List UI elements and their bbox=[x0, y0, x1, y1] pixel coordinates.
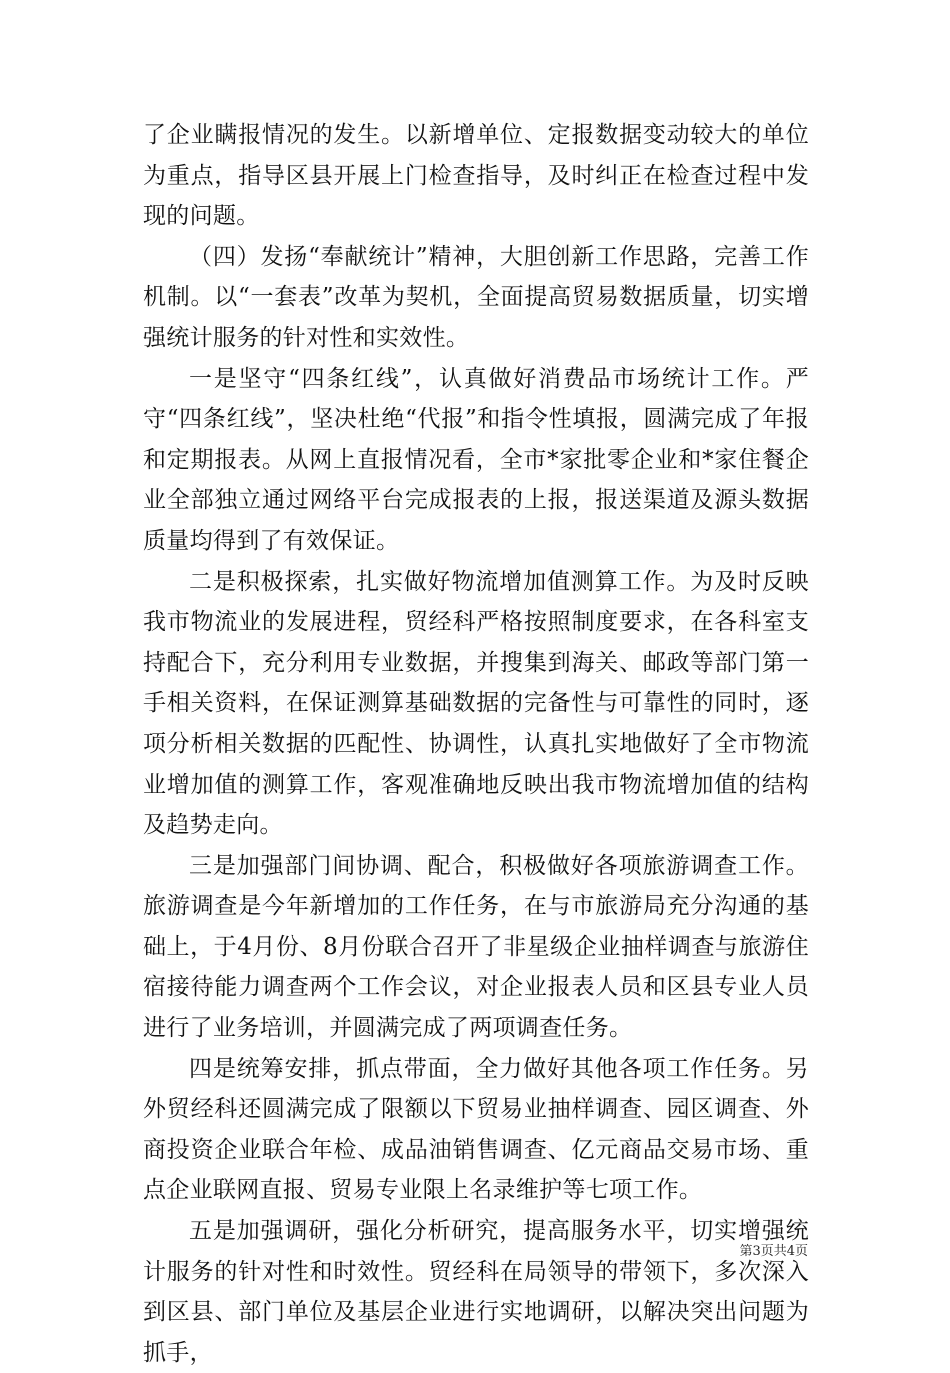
paragraph-item-one: 一是坚守“四条红线”，认真做好消费品市场统计工作。严守“四条红线”，坚决杜绝“代报”和指令性填报，圆满完成了年报和定期报表。从网上直报情况看，全市*家批零企业和*家住餐企业全部独立通过网络平台完成报表的上报，报送渠道及源头数据质量均得到了有效保证。 bbox=[143, 365, 809, 554]
paragraph-item-two: 二是积极探索，扎实做好物流增加值测算工作。为及时反映我市物流业的发展进程，贸经科严格按照制度要求，在各科室支持配合下，充分利用专业数据，并搜集到海关、邮政等部门第一手相关资料，在保证测算基础数据的完备性与可靠性的同时，逐项分析相关数据的匹配性、协调性，认真扎实地做好了全市物流业增加值的测算工作，客观准确地反映出我市物流增加值的结构及趋势走向。 bbox=[143, 568, 809, 839]
page-number: 第3页共4页 bbox=[739, 1244, 808, 1259]
paragraph-item-five: 五是加强调研，强化分析研究，提高服务水平，切实增强统计服务的针对性和时效性。贸经科在局领导的带领下，多次深入到区县、部门单位及基层企业进行实地调研，以解决突出问题为抓手， bbox=[143, 1218, 809, 1366]
document-body bbox=[143, 115, 809, 1373]
paragraph-item-four: 四是统筹安排，抓点带面，全力做好其他各项工作任务。另外贸经科还圆满完成了限额以下贸易业抽样调查、园区调查、外商投资企业联合年检、成品油销售调查、亿元商品交易市场、重点企业联网直报、贸易专业限上名录维护等七项工作。 bbox=[143, 1055, 809, 1204]
paragraph-continuation: 了企业瞒报情况的发生。以新增单位、定报数据变动较大的单位为重点，指导区县开展上门检查指导，及时纠正在检查过程中发现的问题。 bbox=[143, 122, 809, 230]
paragraph-item-three: 三是加强部门间协调、配合，积极做好各项旅游调查工作。旅游调查是今年新增加的工作任务，在与市旅游局充分沟通的基础上，于4月份、8月份联合召开了非星级企业抽样调查与旅游住宿接待能力调查两个工作会议，对企业报表人员和区县专业人员进行了业务培训，并圆满完成了两项调查任务。 bbox=[143, 852, 809, 1042]
paragraph-section-four: （四）发扬“奉献统计”精神，大胆创新工作思路，完善工作机制。以“一套表”改革为契机，全面提高贸易数据质量，切实增强统计服务的针对性和实效性。 bbox=[143, 243, 809, 351]
